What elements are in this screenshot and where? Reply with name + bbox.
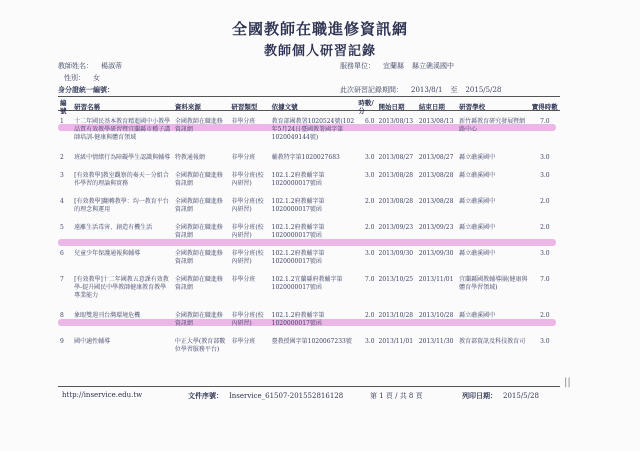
unit-row <box>340 61 454 71</box>
period-sep: 至 <box>450 86 458 94</box>
cell-real-hours: 3.0 <box>540 338 550 345</box>
cell-hours: 2.0 <box>364 198 375 205</box>
unit-school: 縣立礁溪國中 <box>412 62 454 70</box>
col-header-school: 研習學校 <box>459 103 486 111</box>
cell-start: 2013/11/01 <box>378 338 414 345</box>
cell-end: 2013/10/28 <box>418 312 454 319</box>
cell-start: 2013/08/28 <box>378 198 414 205</box>
cell-source: 全國教師在職進修資訊網 <box>174 172 223 187</box>
teacher-name-row <box>58 61 122 71</box>
footer-url: http://inservice.edu.tw <box>62 391 143 399</box>
cell-no: 1 <box>60 118 64 125</box>
cell-end: 2013/11/30 <box>418 338 454 345</box>
cell-name: [有效教學]十二年國教五意課有效教學-提升國民中學教師健康教育教學專業能力 <box>74 276 169 299</box>
cell-end: 2013/08/28 <box>418 172 454 179</box>
cell-name: 兒童少年保護通報與輔導 <box>74 250 141 257</box>
page-subtitle: 教師個人研習記錄 <box>263 44 376 59</box>
cell-doc: 102.1.2府教輔字第1020000017號函 <box>271 250 325 265</box>
table-row <box>58 196 560 222</box>
cell-doc: 102.1.2府教輔字第1020000017號函 <box>271 312 325 327</box>
cell-start: 2013/09/30 <box>378 250 414 257</box>
table-row <box>58 170 560 196</box>
table-row <box>58 274 560 310</box>
cell-doc: 102.1.2府教輔字第1020000017號函 <box>271 224 325 239</box>
col-header-start: 開始日期 <box>378 103 405 111</box>
cell-type: 非學分班(校內研習) <box>231 198 264 213</box>
cell-school: 縣立礁溪國中 <box>459 172 496 179</box>
margin-mark: || <box>564 377 571 388</box>
gender-value: 女 <box>93 74 100 82</box>
cell-hours: 3.0 <box>364 338 375 345</box>
table-row <box>58 152 560 170</box>
cell-type: 非學分班 <box>231 118 256 125</box>
cell-name: 班級中情緒行為障礙學生認識與輔導 <box>74 154 171 161</box>
cell-school: 縣立礁溪國中 <box>459 154 496 161</box>
cell-source: 中正大學(教育部數位學習服務平台) <box>174 338 226 353</box>
cell-doc: 102.1.2府教輔字第1020000017號函 <box>271 198 325 213</box>
cell-type: 非學分班 <box>231 276 256 283</box>
cell-name: 遠離生活毒害、創造有機生活 <box>74 224 153 231</box>
period-row <box>340 85 501 95</box>
id-label: 身分證統一編號： <box>58 85 114 94</box>
cell-school: 縣立礁溪國中 <box>459 224 496 231</box>
gender-label: 性別： <box>64 74 85 82</box>
col-header-hours: 時數/分 <box>358 99 374 115</box>
cell-source: 全國教師在職進修資訊網 <box>174 198 223 213</box>
cell-end: 2013/08/28 <box>418 198 454 205</box>
cell-name: [有效教學]翻轉教學：均一教育平台的理念與運用 <box>74 198 169 213</box>
footer-rule <box>58 386 560 387</box>
cell-type: 非學分班 <box>231 154 256 161</box>
cell-type: 非學分班(校內研習) <box>231 224 264 239</box>
cell-start: 2013/08/27 <box>378 154 414 161</box>
cell-school: 教育部資訊及科技教育司 <box>459 338 526 345</box>
footer-file-label: 文件序號： <box>188 391 223 400</box>
cell-source: 全國教師在職進修資訊網 <box>174 118 223 133</box>
cell-real-hours: 7.0 <box>540 276 550 283</box>
gender-row <box>64 73 100 83</box>
col-header-name: 研習名稱 <box>74 103 101 111</box>
period-label: 此次研習記錄期間： <box>340 86 403 94</box>
teacher-name-label: 教師姓名： <box>58 62 93 70</box>
cell-hours: 3.0 <box>364 250 375 257</box>
cell-no: 4 <box>60 198 64 205</box>
cell-hours: 3.0 <box>364 172 375 179</box>
cell-school: 縣立礁溪國中 <box>459 312 496 319</box>
cell-source: 全國教師在職進修資訊網 <box>174 250 223 265</box>
cell-hours: 7.0 <box>364 276 375 283</box>
training-record-table <box>58 98 560 362</box>
cell-real-hours: 3.0 <box>540 172 550 179</box>
table-row <box>58 310 560 336</box>
cell-end: 2013/09/30 <box>418 250 454 257</box>
cell-source: 全國教師在職進修資訊網 <box>174 276 223 291</box>
col-header-type: 研習類型 <box>231 103 258 111</box>
cell-no: 9 <box>60 338 64 345</box>
cell-school: 縣立礁溪國中 <box>459 250 496 257</box>
unit-county: 宜蘭縣 <box>383 62 404 70</box>
period-end: 2015/5/28 <box>465 86 502 94</box>
cell-end: 2013/08/13 <box>418 118 454 125</box>
cell-real-hours: 3.0 <box>540 154 550 161</box>
cell-no: 5 <box>60 224 64 231</box>
cell-no: 6 <box>60 250 64 257</box>
table-row <box>58 248 560 274</box>
cell-real-hours: 2.0 <box>540 312 550 319</box>
footer-print-label: 列印日期： <box>462 391 497 400</box>
cell-no: 7 <box>60 276 64 283</box>
col-header-source: 資料來源 <box>174 103 201 111</box>
cell-source: 特教通報網 <box>174 154 205 161</box>
cell-source: 全國教師在職進修資訊網 <box>174 224 223 239</box>
cell-no: 3 <box>60 172 64 179</box>
table-row <box>58 222 560 248</box>
cell-real-hours: 2.0 <box>540 198 550 205</box>
cell-real-hours: 7.0 <box>540 118 550 125</box>
cell-real-hours: 2.0 <box>540 224 550 231</box>
footer-print <box>462 391 539 401</box>
col-header-doc: 依據文號 <box>271 103 298 111</box>
cell-start: 2013/10/28 <box>378 312 414 319</box>
cell-doc: 102.1.2宜蘭縣府教輔字第1020000017號函 <box>271 276 343 291</box>
page-title: 全國教師在職進修資訊網 <box>231 20 408 38</box>
cell-end: 2013/11/01 <box>418 276 454 283</box>
footer-page: 第 1 頁 / 共 8 頁 <box>370 392 423 400</box>
footer-file-no: Inservice_61507-201552816128 <box>229 392 344 400</box>
cell-doc: 臺教授國字第1020067233號 <box>271 338 352 345</box>
cell-type: 非學分班(校內研習) <box>231 172 264 187</box>
cell-hours: 2.0 <box>364 312 375 319</box>
cell-end: 2013/09/23 <box>418 224 454 231</box>
cell-start: 2013/09/23 <box>378 224 414 231</box>
cell-name: [有效教學]教室觀察的奏天－分組合作學習的理論與實務 <box>74 172 169 187</box>
cell-end: 2013/08/27 <box>418 154 454 161</box>
cell-start: 2013/10/25 <box>378 276 414 283</box>
cell-school: 宜蘭縣國教輔導團(健康與體育學習領域) <box>459 276 528 291</box>
id-row <box>58 85 114 95</box>
cell-no: 8 <box>60 312 64 319</box>
cell-hours: 6.0 <box>364 118 375 125</box>
cell-type: 非學分班(校內研習) <box>231 250 264 265</box>
cell-name: 十二年國民基本教育精進國中小教學品質有效教學研習暨宜蘭縣市種子講師培訓-健康與體育領域 <box>74 118 171 141</box>
table-row <box>58 336 560 362</box>
cell-hours: 3.0 <box>364 154 375 161</box>
cell-doc: 102.1.2府教輔字第1020000017號函 <box>271 172 325 187</box>
period-start: 2013/8/1 <box>411 86 443 94</box>
footer-print-date: 2015/5/28 <box>503 392 539 400</box>
cell-source: 全國教師在職進修資訊網 <box>174 312 223 327</box>
col-header-end: 結束日期 <box>418 103 445 111</box>
cell-school: 新竹縣教育研究發展暨網路中心 <box>459 118 526 133</box>
cell-doc: 教育部國教署1020524號(102年5月24日臺國教署國字第1020049144號) <box>271 118 355 141</box>
table-row <box>58 116 560 152</box>
cell-name: 國中適性輔導 <box>74 338 111 345</box>
cell-hours: 2.0 <box>364 224 375 231</box>
col-header-no: 編號 <box>60 99 67 115</box>
table-header-row <box>58 98 560 116</box>
teacher-name: 楊淑蒂 <box>101 62 122 70</box>
footer-file <box>188 391 343 401</box>
cell-type: 非學分班(校內研習) <box>231 312 264 327</box>
cell-start: 2013/08/28 <box>378 172 414 179</box>
cell-no: 2 <box>60 154 64 161</box>
col-header-real-hours: 實得時數 <box>531 103 558 111</box>
cell-doc: 輔教特字第1020027683 <box>271 154 340 161</box>
unit-label: 服務單位： <box>340 62 375 70</box>
cell-name: 象眼雙週刊台灣環境危機 <box>74 312 141 319</box>
cell-school: 縣立礁溪國中 <box>459 198 496 205</box>
cell-type: 非學分班 <box>231 338 256 345</box>
table-top-rule <box>58 96 560 97</box>
cell-start: 2013/08/13 <box>378 118 414 125</box>
cell-real-hours: 3.0 <box>540 250 550 257</box>
